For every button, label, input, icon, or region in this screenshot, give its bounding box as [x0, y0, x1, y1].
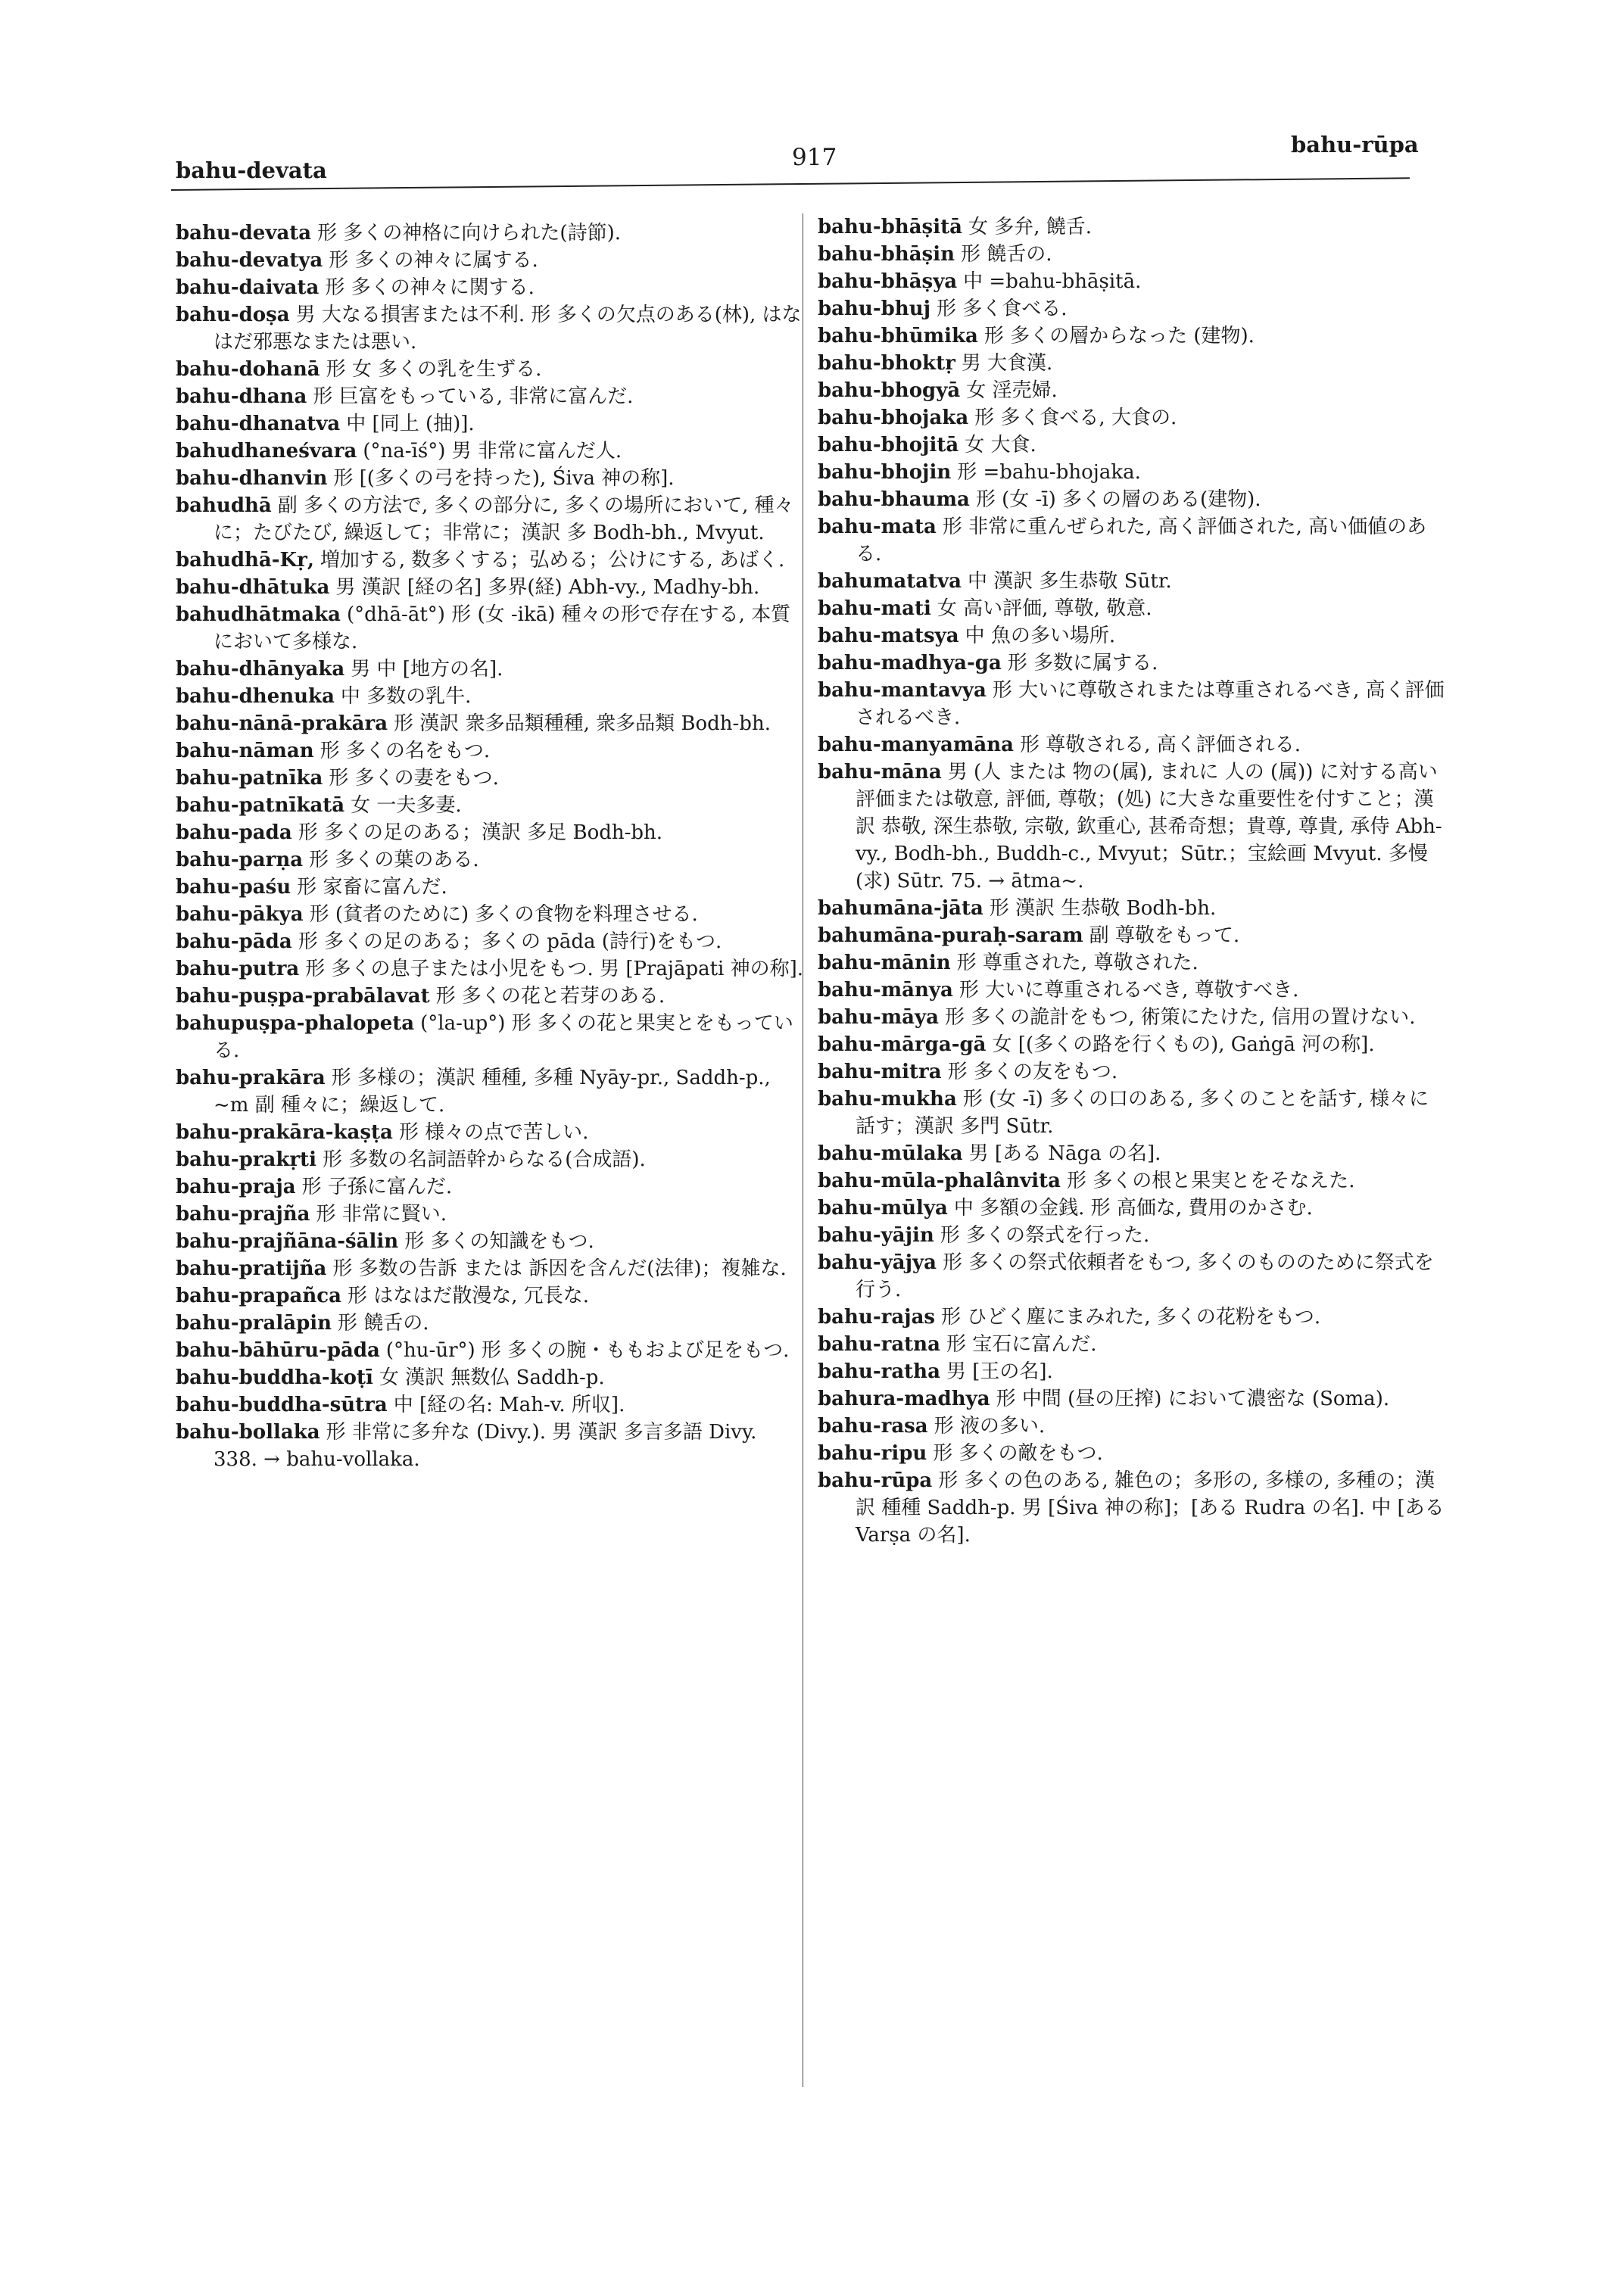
- entry-definition: 形 女 多くの乳を生ずる.: [326, 358, 542, 381]
- dictionary-entry: [176, 1282, 804, 1310]
- page-number: 917: [792, 144, 837, 171]
- dictionary-entry: [818, 1086, 1446, 1140]
- dictionary-entry: [176, 410, 804, 438]
- dictionary-entry: [818, 1195, 1446, 1222]
- entry-headword: bahu-rajas: [818, 1306, 936, 1329]
- entry-headword: bahu-patnīkatā: [176, 794, 345, 817]
- entry-headword: bahu-mitra: [818, 1061, 942, 1083]
- entry-headword: bahu-praja: [176, 1176, 296, 1198]
- entry-definition: 中 魚の多い場所.: [965, 625, 1116, 647]
- entry-headword: bahupuṣpa-phalopeta: [176, 1012, 415, 1035]
- entry-definition: 形 多くの詭計をもつ, 術策にたけた, 信用の置けない.: [944, 1006, 1416, 1029]
- entry-headword: bahu-mata: [818, 516, 937, 538]
- dictionary-entry: [818, 486, 1446, 513]
- entry-headword: bahu-māna: [818, 761, 942, 784]
- entry-definition: 形 (貧者のために) 多くの食物を料理させる.: [309, 903, 698, 926]
- entry-definition: 形 =bahu-bhojaka.: [957, 461, 1141, 484]
- dictionary-entry: [818, 1249, 1446, 1304]
- dictionary-entry: [176, 1010, 804, 1064]
- entry-definition: 形 多くの色のある, 雑色の；多形の, 多様の, 多種の；漢訳 種種 Saddh-p. 男 [Śiva 神の称]；[ある Rudra の名]. 中 [ある Varṣa の名].: [856, 1469, 1445, 1547]
- dictionary-entry: [818, 595, 1446, 622]
- entry-definition: 形 多数の告訴 または 訴因を含んだ(法律)；複雑な.: [332, 1257, 787, 1280]
- dictionary-entry: [818, 1167, 1446, 1195]
- dictionary-entry: [176, 819, 804, 846]
- dictionary-entry: [176, 465, 804, 492]
- entry-definition: 女 一夫多妻.: [351, 794, 462, 817]
- entry-headword: bahu-bhojaka: [818, 407, 969, 429]
- entry-definition: 形 多くの花と若芽のある.: [435, 985, 665, 1008]
- entry-definition: 形 家畜に富んだ.: [297, 876, 447, 899]
- entry-definition: 形 多くの祭式を行った.: [940, 1224, 1150, 1247]
- dictionary-entry: [818, 1467, 1446, 1549]
- entry-headword: bahumatatva: [818, 570, 962, 593]
- entry-headword: bahu-ratha: [818, 1360, 940, 1383]
- dictionary-entry: [176, 383, 804, 410]
- dictionary-entry: [176, 492, 804, 547]
- entry-definition: 形 多くの息子または小児をもつ. 男 [Prajāpati 神の称].: [305, 958, 804, 980]
- entry-headword: bahu-bhāṣitā: [818, 216, 962, 238]
- entry-definition: 形 漢訳 衆多品類種種, 衆多品類 Bodh-bh.: [394, 712, 771, 735]
- dictionary-entry: [176, 1119, 804, 1146]
- entry-headword: bahu-daivata: [176, 276, 320, 299]
- entry-definition: 形 非常に多弁な (Divy.). 男 漢訳 多言多語 Divy. 338. → bahu-vollaka.: [214, 1421, 757, 1471]
- entry-definition: 形 多くの神格に向けられた(詩節).: [317, 222, 621, 245]
- dictionary-entry: [176, 656, 804, 683]
- entry-definition: 形 多くの神々に属する.: [329, 249, 538, 272]
- entry-headword: bahura-madhya: [818, 1388, 990, 1410]
- dictionary-entry: [818, 431, 1446, 459]
- entry-headword: bahu-buddha-koṭī: [176, 1366, 373, 1389]
- entry-headword: bahu-bhauma: [818, 488, 970, 511]
- dictionary-entry: [818, 731, 1446, 759]
- entry-headword: bahu-prapañca: [176, 1285, 341, 1307]
- entry-headword: bahu-bāhūru-pāda: [176, 1339, 380, 1362]
- entry-headword: bahu-mānya: [818, 979, 953, 1002]
- entry-headword: bahudhā-Kṛ,: [176, 549, 314, 572]
- dictionary-entry: [818, 1385, 1446, 1413]
- entry-headword: bahu-rasa: [818, 1415, 928, 1438]
- dictionary-entry: [176, 1364, 804, 1391]
- entry-headword: bahu-prajñāna-śālin: [176, 1230, 399, 1253]
- dictionary-entry: [818, 213, 1446, 241]
- dictionary-entry: [818, 377, 1446, 404]
- entry-headword: bahu-prajña: [176, 1203, 310, 1226]
- dictionary-entry: [818, 1031, 1446, 1058]
- entry-headword: bahudhā: [176, 494, 272, 517]
- entry-headword: bahu-dohanā: [176, 358, 320, 381]
- entry-definition: 形 ひどく塵にまみれた, 多くの花粉をもつ.: [941, 1306, 1321, 1329]
- left-column: [176, 220, 804, 1473]
- dictionary-entry: [176, 737, 804, 765]
- entry-definition: 形 多くの足のある；多くの pāda (詩行)をもつ.: [298, 930, 722, 953]
- entry-definition: 中 多数の乳牛.: [340, 685, 472, 708]
- entry-definition: (°dhā-āt°) 形 (女 -ikā) 種々の形で存在する, 本質において多様な.: [214, 603, 791, 653]
- dictionary-entry: [818, 268, 1446, 295]
- dictionary-entry: [176, 1064, 804, 1119]
- entry-definition: 形 [(多くの弓を持った), Śiva 神の称].: [333, 467, 675, 490]
- entry-definition: (°la-up°) 形 多くの花と果実とをもっている.: [214, 1012, 793, 1062]
- dictionary-entry: [176, 710, 804, 737]
- entry-headword: bahu-dhana: [176, 385, 307, 408]
- entry-definition: 女 大食.: [965, 434, 1036, 456]
- entry-headword: bahu-pratijña: [176, 1257, 327, 1280]
- entry-definition: 形 多くの知識をもつ.: [404, 1230, 594, 1253]
- right-column: [818, 213, 1446, 1549]
- entry-headword: bahu-prakṛti: [176, 1148, 316, 1171]
- dictionary-entry: [176, 955, 804, 983]
- entry-definition: 男 漢訳 [経の名] 多界(経) Abh-vy., Madhy-bh.: [335, 576, 760, 599]
- entry-definition: 形 はなはだ散漫な, 冗長な.: [347, 1285, 590, 1307]
- dictionary-entry: [176, 356, 804, 383]
- dictionary-entry: [176, 1255, 804, 1282]
- entry-headword: bahu-matsya: [818, 625, 959, 647]
- entry-definition: 形 多くの葉のある.: [309, 849, 479, 871]
- entry-headword: bahu-bhuj: [818, 298, 931, 320]
- dictionary-entry: [176, 220, 804, 247]
- dictionary-entry: [176, 1419, 804, 1473]
- entry-headword: bahu-devata: [176, 222, 312, 245]
- entry-headword: bahu-buddha-sūtra: [176, 1394, 388, 1416]
- dictionary-entry: [818, 977, 1446, 1004]
- dictionary-entry: [176, 874, 804, 901]
- running-head-right: bahu-rūpa: [1291, 132, 1419, 157]
- entry-headword: bahu-pāda: [176, 930, 292, 953]
- dictionary-entry: [818, 404, 1446, 431]
- entry-headword: bahu-pralāpin: [176, 1312, 332, 1335]
- entry-definition: 女 多弁, 饒舌.: [968, 216, 1092, 238]
- entry-headword: bahu-doṣa: [176, 304, 290, 326]
- entry-headword: bahu-bhojin: [818, 461, 952, 484]
- entry-headword: bahu-mūlya: [818, 1197, 948, 1220]
- entry-headword: bahu-paśu: [176, 876, 291, 899]
- entry-definition: 女 漢訳 無数仏 Saddh-p.: [379, 1366, 605, 1389]
- entry-headword: bahu-bollaka: [176, 1421, 320, 1444]
- dictionary-entry: [176, 438, 804, 465]
- entry-headword: bahu-putra: [176, 958, 300, 980]
- entry-definition: 形 (女 -ī) 多くの口のある, 多くのことを話す, 様々に話す；漢訳 多門 Sūtr.: [856, 1088, 1429, 1138]
- entry-headword: bahu-mukha: [818, 1088, 957, 1111]
- entry-headword: bahu-dhenuka: [176, 685, 335, 708]
- dictionary-entry: [818, 1331, 1446, 1358]
- dictionary-entry: [818, 459, 1446, 486]
- entry-definition: 形 多様の；漢訳 種種, 多種 Nyāy-pr., Saddh-p., ~m 副 種々に；繰返して.: [214, 1067, 771, 1117]
- entry-headword: bahu-mūlaka: [818, 1142, 963, 1165]
- entry-headword: bahumāna-jāta: [818, 897, 983, 920]
- dictionary-entry: [818, 949, 1446, 977]
- entry-definition: 形 多く食べる.: [937, 298, 1068, 320]
- entry-headword: bahu-dhanvin: [176, 467, 328, 490]
- entry-definition: 形 多くの根と果実とをそなえた.: [1066, 1170, 1355, 1192]
- dictionary-entry: [176, 1173, 804, 1201]
- dictionary-entry: [176, 846, 804, 874]
- dictionary-entry: [176, 792, 804, 819]
- dictionary-entry: [176, 1228, 804, 1255]
- entry-definition: 男 [王の名].: [946, 1360, 1053, 1383]
- entry-definition: 形 中間 (昼の圧搾) において濃密な (Soma).: [996, 1388, 1390, 1410]
- entry-headword: bahu-mārga-gā: [818, 1033, 987, 1056]
- entry-headword: bahu-dhanatva: [176, 413, 341, 435]
- entry-definition: 女 淫売婦.: [966, 379, 1058, 402]
- entry-definition: 形 非常に賢い.: [316, 1203, 447, 1226]
- entry-definition: 形 大いに尊重されるべき, 尊敬すべき.: [959, 979, 1299, 1002]
- entry-headword: bahu-ratna: [818, 1333, 940, 1356]
- entry-definition: 増加する, 数多くする；弘める；公けにする, あばく.: [320, 549, 785, 572]
- entry-definition: 形 非常に重んぜられた, 高く評価された, 高い価値のある.: [856, 516, 1427, 565]
- entry-definition: 形 尊敬される, 高く評価される.: [1019, 734, 1301, 756]
- entry-definition: 形 漢訳 生恭敬 Bodh-bh.: [989, 897, 1217, 920]
- entry-headword: bahu-puṣpa-prabālavat: [176, 985, 430, 1008]
- entry-definition: 形 液の多い.: [934, 1415, 1046, 1438]
- entry-headword: bahu-devatya: [176, 249, 323, 272]
- entry-headword: bahu-yājin: [818, 1224, 934, 1247]
- entry-headword: bahu-mantavya: [818, 679, 987, 702]
- entry-headword: bahu-mati: [818, 597, 931, 620]
- entry-definition: 男 中 [地方の名].: [351, 658, 503, 681]
- dictionary-entry: [818, 350, 1446, 377]
- entry-definition: 女 高い評価, 尊敬, 敬意.: [937, 597, 1152, 620]
- entry-headword: bahu-pākya: [176, 903, 304, 926]
- dictionary-entry: [176, 1310, 804, 1337]
- dictionary-entry: [818, 1058, 1446, 1086]
- entry-definition: 形 多数に属する.: [1007, 652, 1158, 675]
- dictionary-entry: [818, 677, 1446, 731]
- entry-definition: 形 多く食べる, 大食の.: [974, 407, 1177, 429]
- entry-definition: 中 漢訳 多生恭敬 Sūtr.: [968, 570, 1172, 593]
- dictionary-entry: [818, 568, 1446, 595]
- entry-definition: 男 [ある Nāga の名].: [968, 1142, 1161, 1165]
- entry-headword: bahu-mānin: [818, 952, 951, 974]
- entry-headword: bahu-yājya: [818, 1251, 937, 1274]
- entry-headword: bahu-patnīka: [176, 767, 323, 790]
- dictionary-entry: [176, 765, 804, 792]
- entry-definition: 形 多くの敵をもつ.: [933, 1442, 1103, 1465]
- dictionary-entry: [818, 1140, 1446, 1167]
- running-head-left: bahu-devata: [176, 157, 327, 183]
- dictionary-entry: [818, 895, 1446, 922]
- dictionary-entry: [818, 1413, 1446, 1440]
- entry-headword: bahu-parṇa: [176, 849, 304, 871]
- entry-headword: bahu-bhoktṛ: [818, 352, 955, 375]
- dictionary-entry: [176, 547, 804, 574]
- entry-definition: 副 尊敬をもって.: [1089, 924, 1240, 947]
- entry-headword: bahu-pada: [176, 821, 292, 844]
- dictionary-entry: [176, 574, 804, 601]
- entry-definition: (°hu-ūr°) 形 多くの腕・ももおよび足をもつ.: [385, 1339, 790, 1362]
- entry-headword: bahu-bhūmika: [818, 325, 978, 347]
- entry-definition: 形 多くの友をもつ.: [947, 1061, 1118, 1083]
- entry-definition: 形 宝石に富んだ.: [946, 1333, 1097, 1356]
- entry-definition: 副 多くの方法で, 多くの部分に, 多くの場所において, 種々に；たびたび, 繰返して；非常に；漢訳 多 Bodh-bh., Mvyut.: [214, 494, 794, 544]
- dictionary-entry: [818, 1004, 1446, 1031]
- entry-definition: 男 大なる損害または不利. 形 多くの欠点のある(林), はなはだ邪悪なまたは悪い.: [214, 304, 802, 354]
- dictionary-entry: [176, 683, 804, 710]
- entry-headword: bahu-manyamāna: [818, 734, 1014, 756]
- entry-headword: bahu-bhāṣya: [818, 270, 958, 293]
- dictionary-entry: [818, 759, 1446, 895]
- entry-definition: 形 多くの名をもつ.: [320, 740, 491, 762]
- entry-definition: 中 [経の名: Mah-v. 所収].: [393, 1394, 625, 1416]
- dictionary-entry: [818, 1304, 1446, 1331]
- entry-headword: bahu-madhya-ga: [818, 652, 1002, 675]
- entry-definition: 形 饒舌の.: [338, 1312, 429, 1335]
- dictionary-entry: [176, 1391, 804, 1419]
- dictionary-entry: [818, 622, 1446, 650]
- entry-definition: 形 尊重された, 尊敬された.: [956, 952, 1199, 974]
- dictionary-entry: [176, 301, 804, 356]
- header-rule: [171, 177, 1410, 191]
- entry-definition: 形 多くの妻をもつ.: [329, 767, 499, 790]
- dictionary-entry: [818, 1222, 1446, 1249]
- dictionary-entry: [818, 922, 1446, 949]
- entry-headword: bahu-bhogyā: [818, 379, 961, 402]
- entry-definition: 形 大いに尊敬されまたは尊重されるべき, 高く評価されるべき.: [856, 679, 1445, 729]
- entry-definition: 中 =bahu-bhāṣitā.: [963, 270, 1142, 293]
- entry-headword: bahu-bhāṣin: [818, 243, 955, 266]
- entry-headword: bahu-bhojitā: [818, 434, 959, 456]
- dictionary-entry: [176, 247, 804, 274]
- entry-definition: 女 [(多くの路を行くもの), Gaṅgā 河の称].: [992, 1033, 1375, 1056]
- entry-headword: bahu-rūpa: [818, 1469, 933, 1492]
- dictionary-entry: [176, 1337, 804, 1364]
- dictionary-entry: [176, 901, 804, 928]
- entry-definition: 形 饒舌の.: [960, 243, 1052, 266]
- entry-definition: 形 多くの祭式依頼者をもつ, 多くのもののために祭式を行う.: [856, 1251, 1434, 1301]
- dictionary-entry: [818, 1440, 1446, 1467]
- dictionary-entry: [176, 983, 804, 1010]
- dictionary-entry: [818, 322, 1446, 350]
- entry-headword: bahudhātmaka: [176, 603, 341, 626]
- entry-definition: 形 子孫に富んだ.: [301, 1176, 453, 1198]
- entry-headword: bahu-dhātuka: [176, 576, 330, 599]
- entry-headword: bahu-prakāra: [176, 1067, 326, 1089]
- entry-headword: bahu-nāman: [176, 740, 314, 762]
- entry-headword: bahu-dhānyaka: [176, 658, 345, 681]
- dictionary-entry: [176, 928, 804, 955]
- entry-definition: 男 (人 または 物の(属), まれに 人の (属)) に対する高い評価または敬意, 評価, 尊敬；(処) に大きな重要性を付すこと；漢訳 恭敬, 深生恭敬, 宗敬, 欽重心, 甚希奇想；貴尊, 尊貴, 承侍 Abh-vy., Bodh-bh., Buddh-c., Mvyut；Sūtr.；宝絵画 Mvyut. 多慢 (求) Sūtr. 75. → ātma~.: [856, 761, 1442, 893]
- dictionary-entry: [176, 1201, 804, 1228]
- dictionary-entry: [176, 601, 804, 656]
- dictionary-entry: [176, 1146, 804, 1173]
- dictionary-entry: [176, 274, 804, 301]
- entry-definition: (°na-īś°) 男 非常に富んだ人.: [363, 440, 622, 463]
- entry-definition: 男 大食漢.: [961, 352, 1053, 375]
- entry-headword: bahu-nānā-prakāra: [176, 712, 388, 735]
- entry-definition: 形 多くの層からなった (建物).: [983, 325, 1255, 347]
- entry-headword: bahu-mūla-phalânvita: [818, 1170, 1061, 1192]
- entry-headword: bahu-prakāra-kaṣṭa: [176, 1121, 393, 1144]
- entry-definition: 形 巨富をもっている, 非常に富んだ.: [313, 385, 634, 408]
- dictionary-entry: [818, 650, 1446, 677]
- dictionary-entry: [818, 513, 1446, 568]
- dictionary-entry: [818, 295, 1446, 322]
- entry-definition: 形 多くの神々に関する.: [325, 276, 535, 299]
- entry-definition: 形 様々の点で苦しい.: [398, 1121, 589, 1144]
- entry-headword: bahudhaneśvara: [176, 440, 357, 463]
- entry-headword: bahu-māya: [818, 1006, 939, 1029]
- entry-definition: 形 多数の名詞語幹からなる(合成語).: [322, 1148, 646, 1171]
- dictionary-entry: [818, 241, 1446, 268]
- entry-definition: 中 多額の金銭. 形 高価な, 費用のかさむ.: [953, 1197, 1313, 1220]
- entry-headword: bahu-ripu: [818, 1442, 927, 1465]
- dictionary-entry: [818, 1358, 1446, 1385]
- entry-definition: 形 多くの足のある；漢訳 多足 Bodh-bh.: [298, 821, 663, 844]
- entry-definition: 形 (女 -ī) 多くの層のある(建物).: [975, 488, 1261, 511]
- entry-headword: bahumāna-puraḥ-saram: [818, 924, 1083, 947]
- entry-definition: 中 [同上 (抽)].: [346, 413, 475, 435]
